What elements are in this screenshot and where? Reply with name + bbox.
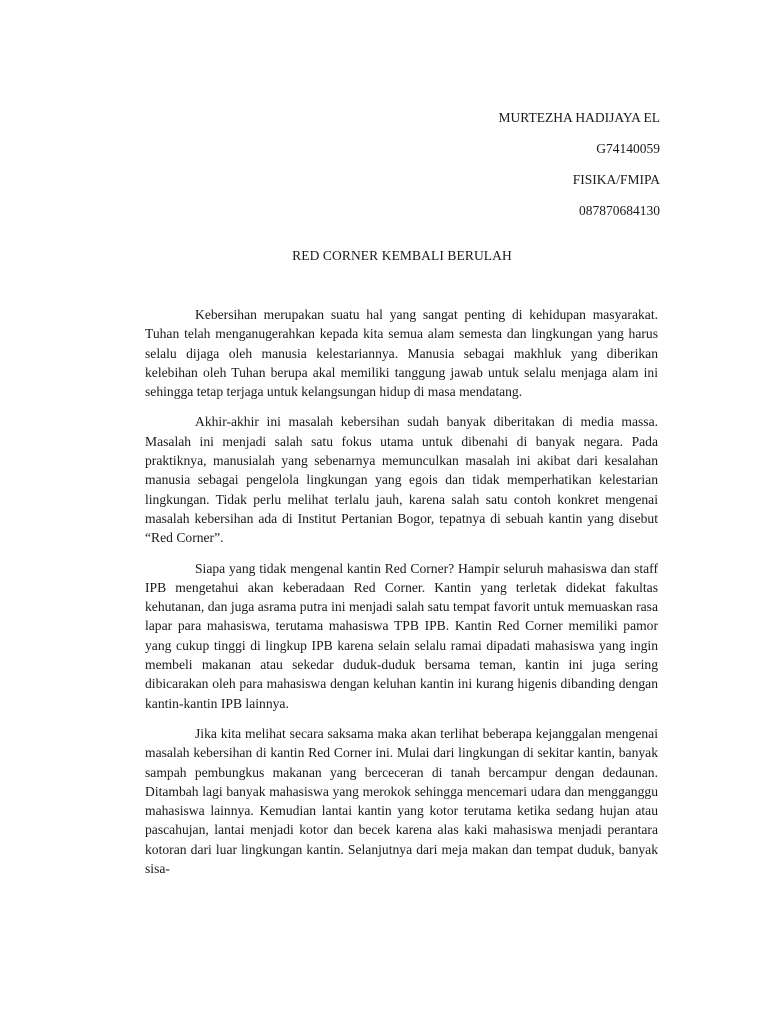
paragraph-4: Jika kita melihat secara saksama maka akan terlihat beberapa kejanggalan mengenai masalah kebersihan di kantin Red Corner ini. Mulai dari lingkungan di sekitar kantin, banyak sampah pembungkus makanan yang berceceran di tanah bercampur dengan dedaunan. Ditambah lagi banyak mahasiswa yang merokok sehingga mencemari udara dan mengganggu mahasiswa lainnya. Kemudian lantai kantin yang kotor terutama ketika sedang hujan atau pascahujan, lantai menjadi kotor dan becek karena alas kaki mahasiswa menjadi perantara kotoran dari luar lingkungan kantin. Selanjutnya dari meja makan dan tempat duduk, banyak sisa-	[145, 725, 658, 877]
document-title: RED CORNER KEMBALI BERULAH	[292, 248, 512, 263]
paragraph-2: Akhir-akhir ini masalah kebersihan sudah banyak diberitakan di media massa. Masalah ini menjadi salah satu fokus utama untuk dibenahi di banyak negara. Pada praktiknya, manusialah yang sebenarnya memunculkan masalah ini akibat dari kesalahan manusia sebagai pengelola lingkungan yang egois dan tidak memperhatikan kelestarian lingkungan. Tidak perlu melihat terlalu jauh, karena salah satu contoh konkret mengenai masalah kebersihan ada di Institut Pertanian Bogor, tepatnya di sebuah kantin yang disebut “Red Corner”.	[145, 414, 658, 546]
author-phone: 087870684130	[579, 203, 660, 218]
paragraph-3: Siapa yang tidak mengenal kantin Red Corner? Hampir seluruh mahasiswa dan staff IPB mengetahui akan keberadaan Red Corner. Kantin yang terletak didekat fakultas kehutanan, dan juga asrama putra ini menjadi salah satu tempat favorit untuk memuaskan rasa lapar para mahasiswa, terutama mahasiswa TPB IPB. Kantin Red Corner memiliki pamor yang cukup tinggi di lingkup IPB karena selain selalu ramai dipadati mahasiswa yang ingin membeli makanan atau sekedar duduk-duduk bersama teman, kantin ini juga sering dibicarakan oleh para mahasiswa dengan keluhan kantin ini kurang higenis dibanding dengan kantin-kantin IPB lainnya.	[145, 560, 658, 711]
author-department: FISIKA/FMIPA	[572, 172, 660, 187]
author-nim: G74140059	[596, 141, 660, 156]
paragraph-1: Kebersihan merupakan suatu hal yang sangat penting di kehidupan masyarakat. Tuhan telah menganugerahkan kepada kita semua alam semesta dan lingkungan yang harus selalu dijaga oleh manusia kelestariannya. Manusia sebagai makhluk yang diberikan kelebihan oleh Tuhan berupa akal memiliki tanggung jawab untuk selalu menjaga alam ini sehingga tetap terjaga untuk kelangsungan hidup di masa mendatang.	[145, 307, 658, 400]
author-block	[499, 102, 660, 226]
document-body	[145, 305, 658, 889]
author-name: MURTEZHA HADIJAYA EL	[498, 110, 660, 125]
